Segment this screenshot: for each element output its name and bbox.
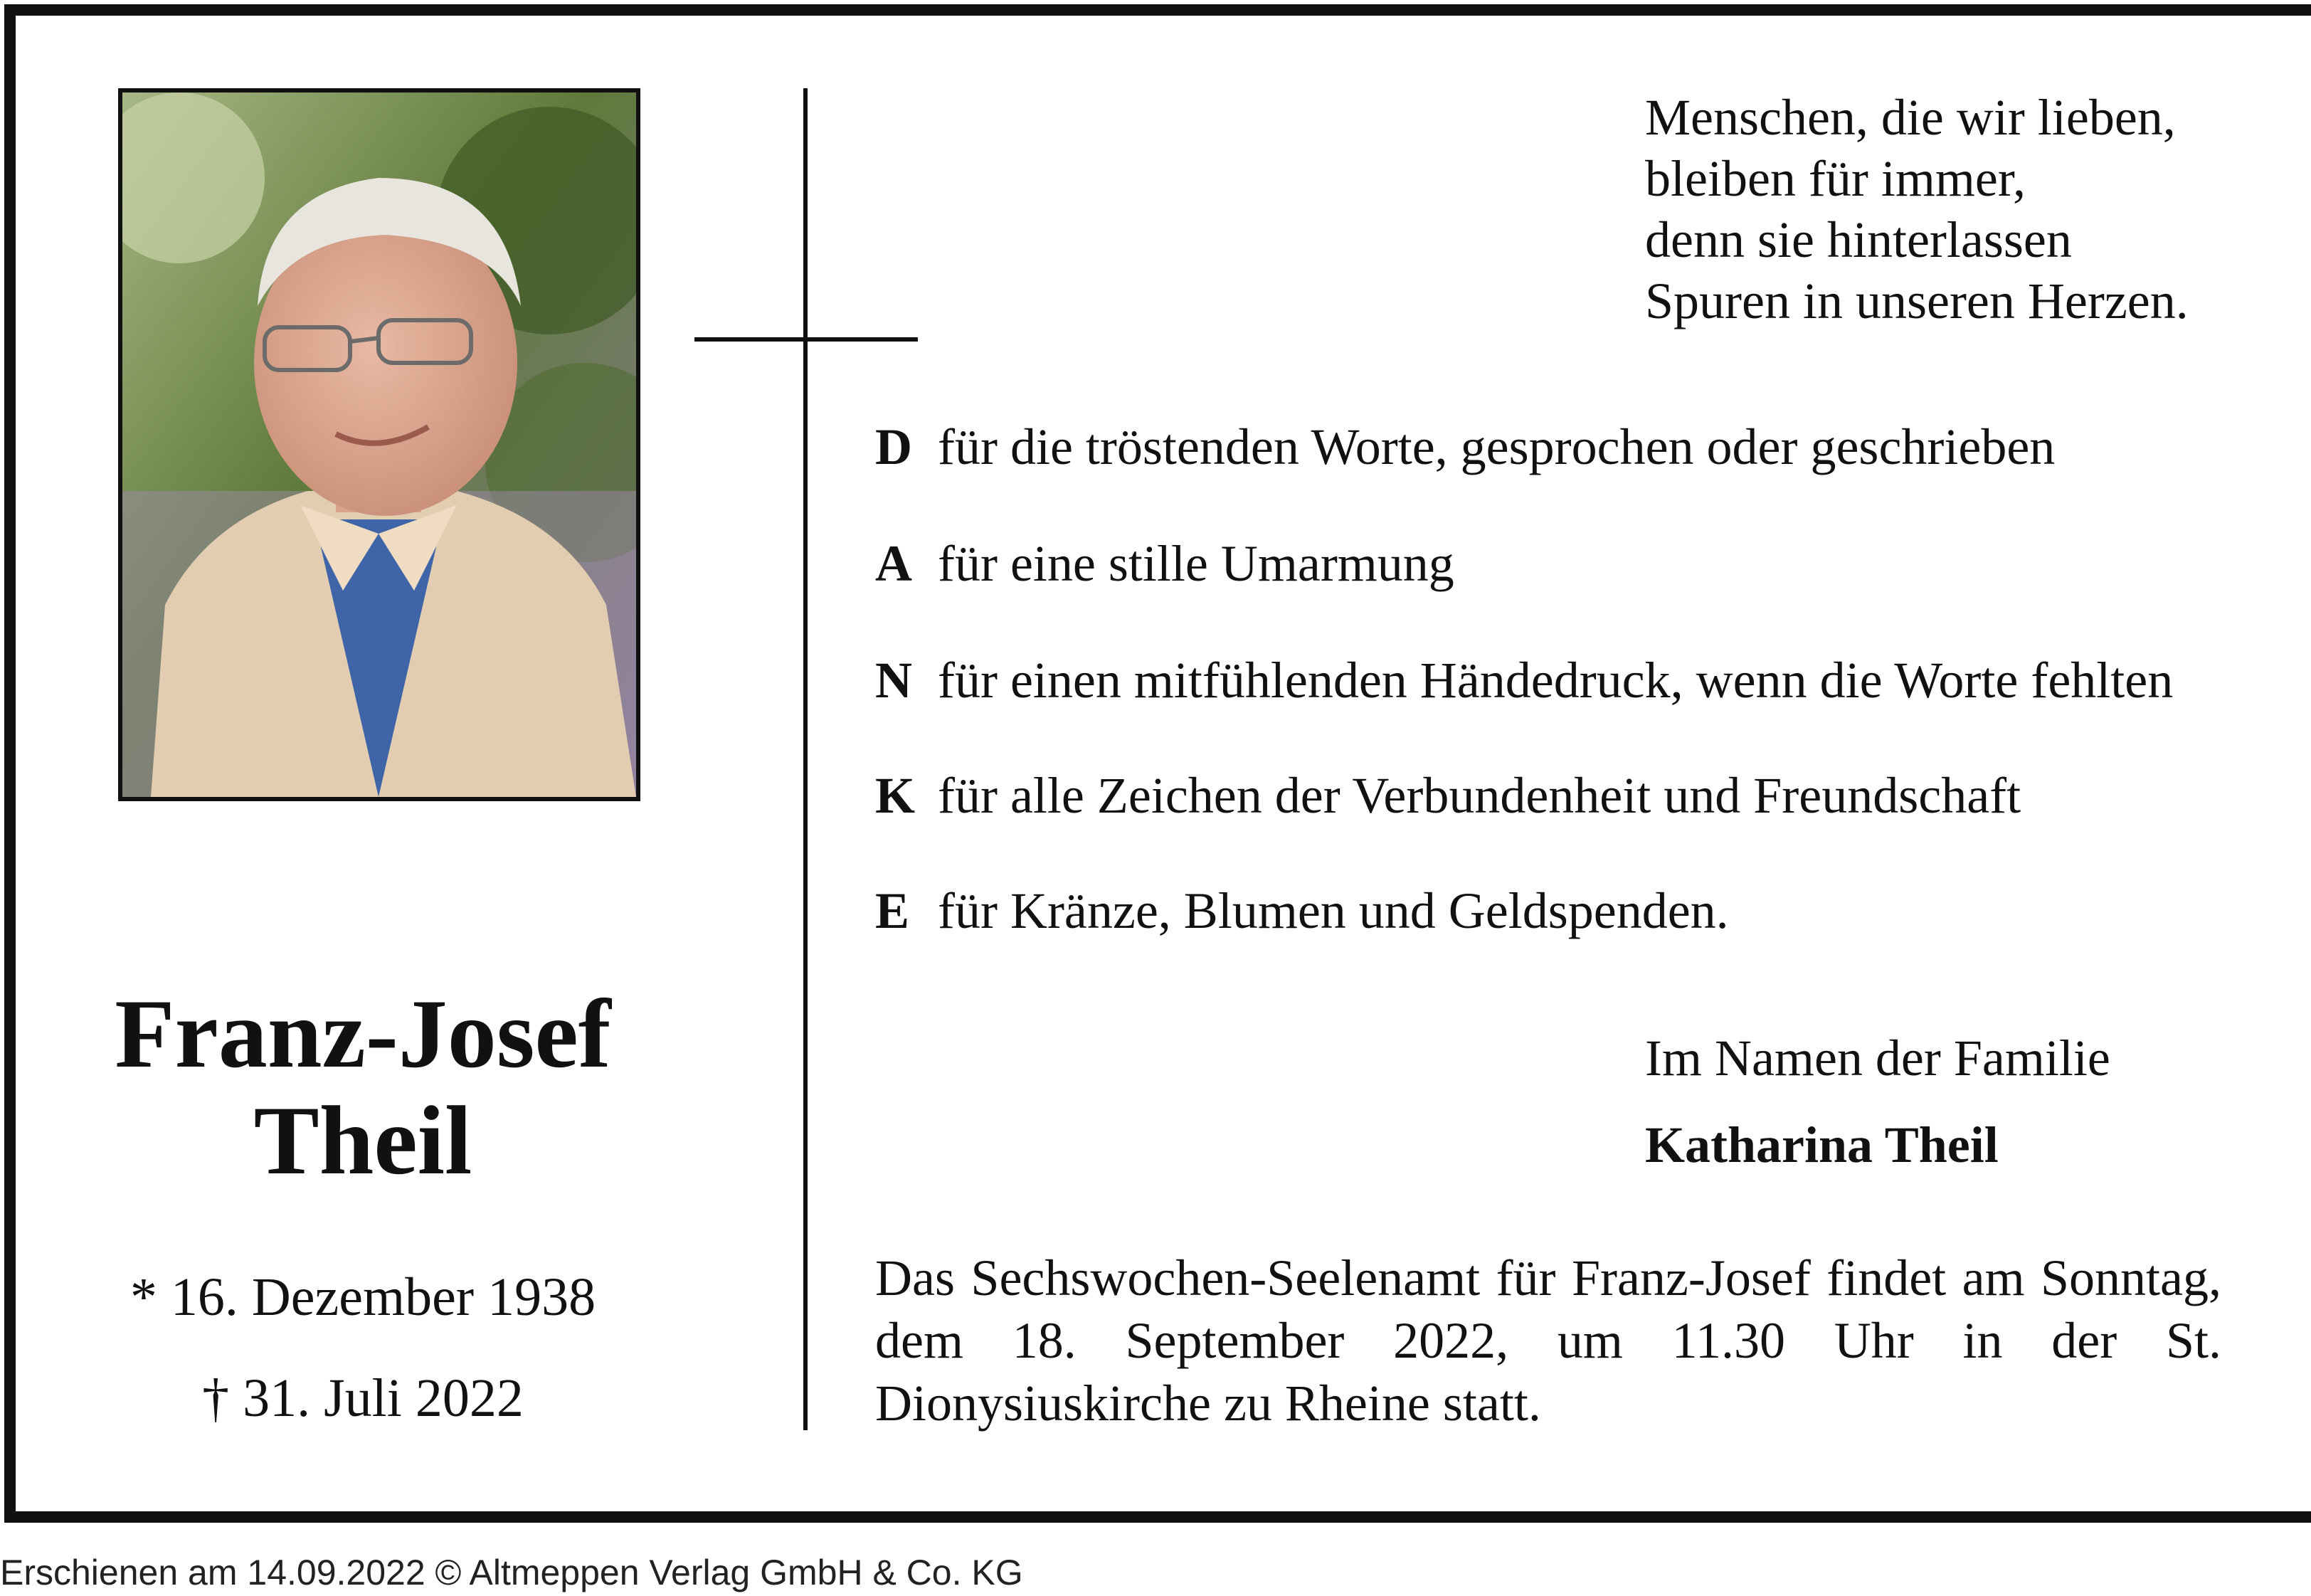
cross-vertical-bar: [803, 88, 808, 1430]
deceased-first-name: Franz-Josef: [115, 979, 611, 1088]
family-intro: Im Namen der Familie: [1645, 1030, 2110, 1087]
publication-footer: Erschienen am 14.09.2022 © Altmeppen Verlag GmbH & Co. KG: [0, 1553, 1023, 1592]
thanks-text: für eine stille Umarmung: [938, 535, 1454, 592]
thanks-initial: K: [875, 767, 916, 824]
portrait-photo: [118, 88, 640, 801]
memorial-service-notice: Das Sechswochen-Seelenamt für Franz-Josef findet am Sonntag, dem 18. September 2022, um 11.30 Uhr in der St. Dionysiuskirche zu Rheine statt.: [875, 1249, 2221, 1432]
family-signer: Katharina Theil: [1645, 1116, 1999, 1173]
thanks-text: für Kränze, Blumen und Geldspenden.: [938, 882, 1729, 939]
thanks-initial: E: [875, 882, 910, 939]
thanks-initial: D: [875, 418, 912, 475]
poem-line: Spuren in unseren Herzen.: [1645, 273, 2189, 329]
cross-horizontal-bar: [694, 337, 918, 342]
thanks-text: für die tröstenden Worte, gesprochen oder geschrieben: [938, 418, 2056, 475]
deceased-last-name: Theil: [253, 1086, 472, 1195]
thanks-initial: A: [875, 535, 912, 592]
memorial-poem: [1645, 87, 2285, 332]
poem-line: Menschen, die wir lieben,: [1645, 89, 2176, 146]
death-date: † 31. Juli 2022: [202, 1368, 524, 1428]
poem-line: denn sie hinterlassen: [1645, 211, 2072, 268]
thanks-initial: N: [875, 652, 912, 709]
poem-line: bleiben für immer,: [1645, 150, 2026, 207]
thanks-text: für einen mitfühlenden Händedruck, wenn die Worte fehlten: [938, 652, 2174, 709]
thanks-text: für alle Zeichen der Verbundenheit und Freundschaft: [938, 767, 2021, 824]
portrait-image: [122, 93, 636, 797]
birth-date: * 16. Dezember 1938: [129, 1267, 596, 1327]
